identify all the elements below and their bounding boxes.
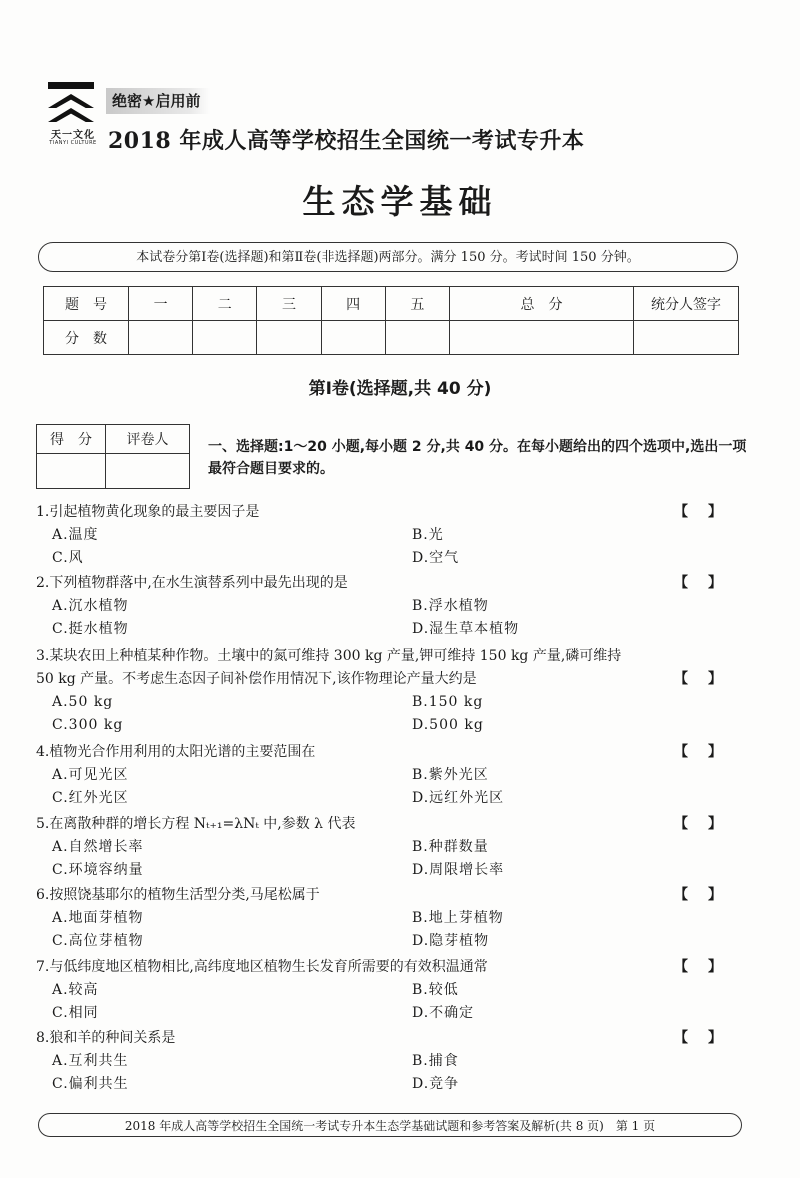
option: C.挺水植物 <box>52 621 129 637</box>
page-footer: 2018 年成人高等学校招生全国统一考试专升本生态学基础试题和参考答案及解析(共 8 页) 第 1 页 <box>38 1113 742 1137</box>
score-cell: 二 <box>193 287 257 321</box>
grader-table <box>36 424 190 489</box>
score-cell: 分 数 <box>44 321 129 355</box>
answer-bracket: 【】 <box>674 575 742 591</box>
grader-reviewer-cell <box>106 454 190 489</box>
option: B.地上芽植物 <box>412 910 504 926</box>
option: B.光 <box>412 527 444 543</box>
option: D.湿生草本植物 <box>412 621 520 637</box>
score-input-cell <box>257 321 321 355</box>
answer-bracket: 【】 <box>674 887 742 903</box>
exam-title: 2018 年成人高等学校招生全国统一考试专升本 <box>108 128 585 154</box>
option: B.150 kg <box>412 694 484 710</box>
score-input-cell <box>634 321 739 355</box>
logo-chevron-icon <box>48 94 94 108</box>
question-stem: 1.引起植物黄化现象的最主要因子是 <box>36 504 260 520</box>
option: C.高位芽植物 <box>52 933 144 949</box>
score-cell: 题 号 <box>44 287 129 321</box>
question-8 <box>36 1027 742 1096</box>
option: B.浮水植物 <box>412 598 489 614</box>
answer-bracket: 【】 <box>674 816 742 832</box>
score-input-cell <box>193 321 257 355</box>
option: D.远红外光区 <box>412 790 505 806</box>
option: D.不确定 <box>412 1005 475 1021</box>
option: C.偏利共生 <box>52 1076 129 1092</box>
option: A.温度 <box>52 527 99 543</box>
question-3 <box>36 645 742 737</box>
question-stem-continued: 50 kg 产量。不考虑生态因子间补偿作用情况下,该作物理论产量大约是 <box>36 671 477 687</box>
option: B.捕食 <box>412 1053 459 1069</box>
grader-reviewer-label: 评卷人 <box>106 425 190 454</box>
option: C.红外光区 <box>52 790 129 806</box>
grader-score-cell <box>37 454 106 489</box>
score-cell: 五 <box>385 287 449 321</box>
option: C.风 <box>52 550 84 566</box>
question-1 <box>36 501 742 570</box>
option: B.紫外光区 <box>412 767 489 783</box>
question-2 <box>36 572 742 641</box>
option: B.种群数量 <box>412 839 489 855</box>
option: A.沉水植物 <box>52 598 129 614</box>
question-stem: 5.在离散种群的增长方程 Nₜ₊₁=λNₜ 中,参数 λ 代表 <box>36 816 356 832</box>
answer-bracket: 【】 <box>674 504 742 520</box>
score-input-cell <box>449 321 633 355</box>
score-table-header-row <box>44 287 739 321</box>
score-input-cell <box>129 321 193 355</box>
score-table <box>43 286 739 355</box>
option: D.空气 <box>412 550 460 566</box>
answer-bracket: 【】 <box>674 1030 742 1046</box>
question-stem: 8.狼和羊的种间关系是 <box>36 1030 176 1046</box>
option: C.相同 <box>52 1005 99 1021</box>
option: D.500 kg <box>412 717 484 733</box>
option: D.周限增长率 <box>412 862 505 878</box>
question-4 <box>36 741 742 810</box>
question-5 <box>36 813 742 882</box>
question-6 <box>36 884 742 953</box>
score-cell: 总 分 <box>449 287 633 321</box>
option: C.300 kg <box>52 717 124 733</box>
section-title: 第Ⅰ卷(选择题,共 40 分) <box>308 379 492 399</box>
publisher-logo <box>44 82 102 152</box>
question-stem: 3.某块农田上种植某种作物。土壤中的氮可维持 300 kg 产量,钾可维持 150 kg 产量,磷可维持 <box>36 648 622 664</box>
question-stem: 7.与低纬度地区植物相比,高纬度地区植物生长发育所需要的有效积温通常 <box>36 959 488 975</box>
option: D.隐芽植物 <box>412 933 490 949</box>
score-input-cell <box>385 321 449 355</box>
score-cell: 四 <box>321 287 385 321</box>
answer-bracket: 【】 <box>674 744 742 760</box>
option: A.地面芽植物 <box>52 910 144 926</box>
score-cell: 一 <box>129 287 193 321</box>
score-cell: 统分人签字 <box>634 287 739 321</box>
logo-bar <box>48 82 94 89</box>
score-cell: 三 <box>257 287 321 321</box>
option: A.互利共生 <box>52 1053 129 1069</box>
option: A.自然增长率 <box>52 839 144 855</box>
option: C.环境容纳量 <box>52 862 144 878</box>
score-input-cell <box>321 321 385 355</box>
exam-notice: 本试卷分第Ⅰ卷(选择题)和第Ⅱ卷(非选择题)两部分。满分 150 分。考试时间 150 分钟。 <box>38 242 738 272</box>
option: A.较高 <box>52 982 99 998</box>
grader-score-label: 得 分 <box>37 425 106 454</box>
confidential-label: 绝密★启用前 <box>106 88 210 114</box>
option: B.较低 <box>412 982 459 998</box>
answer-bracket: 【】 <box>674 959 742 975</box>
subject-title: 生态学基础 <box>302 182 498 221</box>
option: A.可见光区 <box>52 767 129 783</box>
question-stem: 2.下列植物群落中,在水生演替系列中最先出现的是 <box>36 575 348 591</box>
logo-subtitle: TIANYI CULTURE <box>49 140 97 146</box>
question-stem: 6.按照饶基耶尔的植物生活型分类,马尾松属于 <box>36 887 320 903</box>
answer-bracket: 【】 <box>674 671 742 687</box>
option: D.竞争 <box>412 1076 460 1092</box>
section-instructions: 一、选择题:1～20 小题,每小题 2 分,共 40 分。在每小题给出的四个选项中,选出一项最符合题目要求的。 <box>208 439 747 477</box>
score-table-value-row <box>44 321 739 355</box>
option: A.50 kg <box>52 694 114 710</box>
question-7 <box>36 956 742 1025</box>
logo-chevron-icon <box>48 108 94 122</box>
logo-name: 天一文化 <box>51 130 95 141</box>
question-stem: 4.植物光合作用利用的太阳光谱的主要范围在 <box>36 744 316 760</box>
